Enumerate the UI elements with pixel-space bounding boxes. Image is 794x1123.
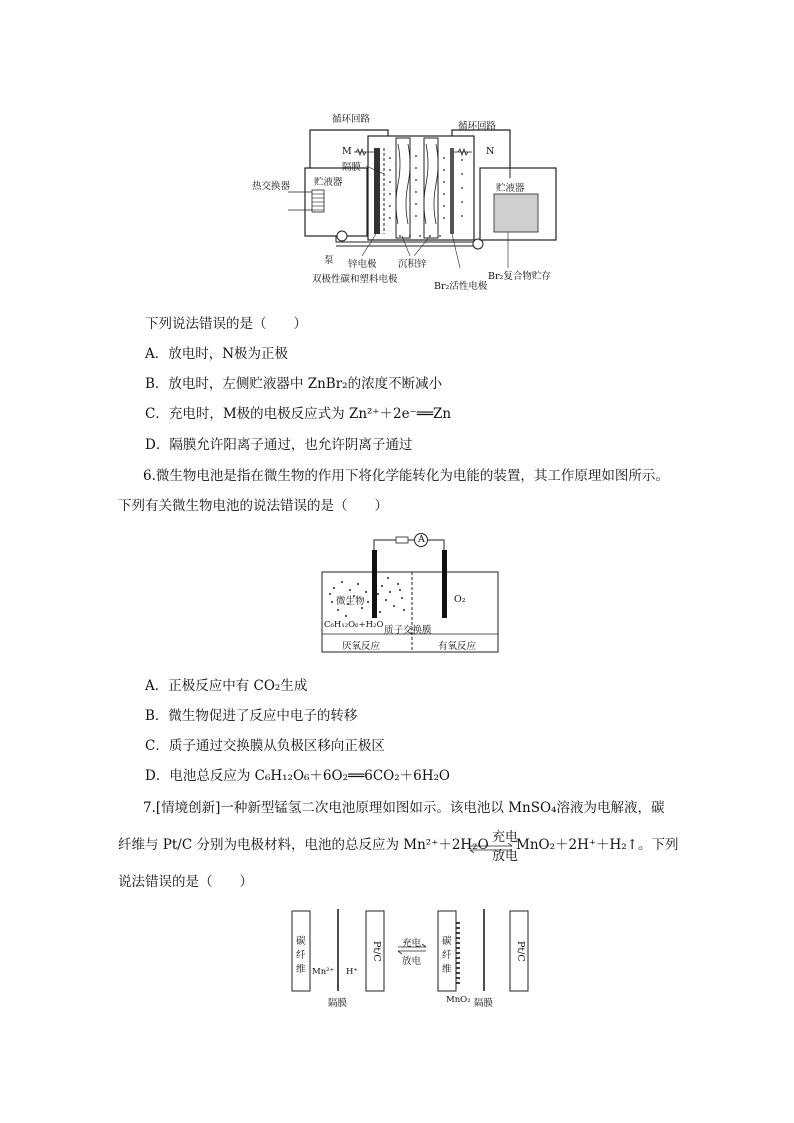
q6-stem-line2: 下列有关微生物电池的说法错误的是（ ） <box>118 498 388 514</box>
q6-option-b: B．微生物促进了反应中电子的转移 <box>145 708 358 724</box>
cf-left-3: 维 <box>296 964 306 975</box>
label-ptc-left: Pt/C <box>371 941 382 962</box>
q7-line2-a: 纤维与 Pt/C 分别为电极材料，电池的总反应为 Mn²⁺＋2H₂O <box>118 837 489 853</box>
label-heat-exchanger: 热交换器 <box>252 181 291 192</box>
label-o2: O₂ <box>454 594 466 605</box>
q7-arrow-charge-label: 充电 <box>492 830 519 845</box>
q5-option-a: A．放电时，N极为正极 <box>145 346 289 362</box>
label-proton-membrane: 质子交换膜 <box>384 625 432 636</box>
label-bipolar: 双极性碳和塑料电极 <box>312 274 398 285</box>
cf-right-1: 碳 <box>442 936 452 947</box>
label-zinc-electrode: 锌电极 <box>348 259 377 270</box>
label-reactants: C₆H₁₂O₆+H₂O <box>324 620 384 630</box>
label-arrow-discharge: 放电 <box>402 956 422 967</box>
label-deposited-zinc: 沉积锌 <box>398 259 427 270</box>
label-tank-left: 贮液器 <box>314 177 343 188</box>
label-ptc-right: Pt/C <box>515 941 526 962</box>
label-membrane: 隔膜 <box>342 162 362 173</box>
q7-arrow-discharge-label: 放电 <box>492 849 519 864</box>
q6-option-c: C．质子通过交换膜从负极区移向正极区 <box>145 738 385 754</box>
label-tank-right: 贮液器 <box>496 183 525 194</box>
q7-line3: 说法错误的是（ ） <box>118 874 253 890</box>
label-n: N <box>486 146 495 157</box>
label-anaerobic: 厌氧反应 <box>342 641 381 652</box>
label-br2-storage: Br₂复合物贮存 <box>488 271 551 282</box>
label-microbe: 微生物 <box>336 596 365 607</box>
q5-option-d: D．隔膜允许阳离子通过，也允许阴离子通过 <box>145 437 413 453</box>
q5-option-b: B．放电时，左侧贮液器中 ZnBr₂的浓度不断减小 <box>145 376 443 392</box>
cf-right-3: 维 <box>442 964 452 975</box>
label-mn-ion: Mn²⁺ <box>312 967 335 977</box>
q7-equilibrium-arrow <box>468 838 514 848</box>
ammeter-label: A <box>418 534 425 545</box>
figure-zinc-bromine-battery <box>250 108 590 293</box>
label-membrane-left: 隔膜 <box>328 998 348 1009</box>
q5-stem: 下列说法错误的是（ ） <box>145 316 307 332</box>
figure-mn-h-battery <box>286 905 546 1011</box>
label-aerobic: 有氧反应 <box>438 641 477 652</box>
cf-right-2: 纤 <box>442 950 452 961</box>
q6-stem-line1: 6.微生物电池是指在微生物的作用下将化学能转化为电能的装置，其工作原理如图所示。 <box>143 468 669 484</box>
label-loop-right: 循环回路 <box>458 121 497 132</box>
q7-line2-b: MnO₂＋2H⁺＋H₂↑。下列 <box>516 837 679 853</box>
label-membrane-right: 隔膜 <box>474 998 494 1009</box>
label-h-ion: H⁺ <box>346 967 358 977</box>
figure-microbial-cell <box>318 530 503 655</box>
cf-left-1: 碳 <box>296 936 306 947</box>
cf-left-2: 纤 <box>296 950 306 961</box>
label-arrow-charge: 充电 <box>402 938 422 949</box>
q6-option-d: D．电池总反应为 C₆H₁₂O₆＋6O₂══6CO₂＋6H₂O <box>145 768 450 784</box>
q5-option-c: C．充电时，M极的电极反应式为 Zn²⁺＋2e⁻══Zn <box>145 406 452 422</box>
label-m: M <box>342 146 352 157</box>
label-br2-electrode: Br₂活性电极 <box>434 281 488 292</box>
label-mno2: MnO₂ <box>446 995 471 1005</box>
label-pump: 泵 <box>324 255 334 266</box>
label-loop-left: 循环回路 <box>332 114 371 125</box>
q6-option-a: A．正极反应中有 CO₂生成 <box>145 678 308 694</box>
q7-line1: 7.[情境创新]一种新型锰氢二次电池原理如图如示。该电池以 MnSO₄溶液为电解液，碳 <box>143 800 665 816</box>
